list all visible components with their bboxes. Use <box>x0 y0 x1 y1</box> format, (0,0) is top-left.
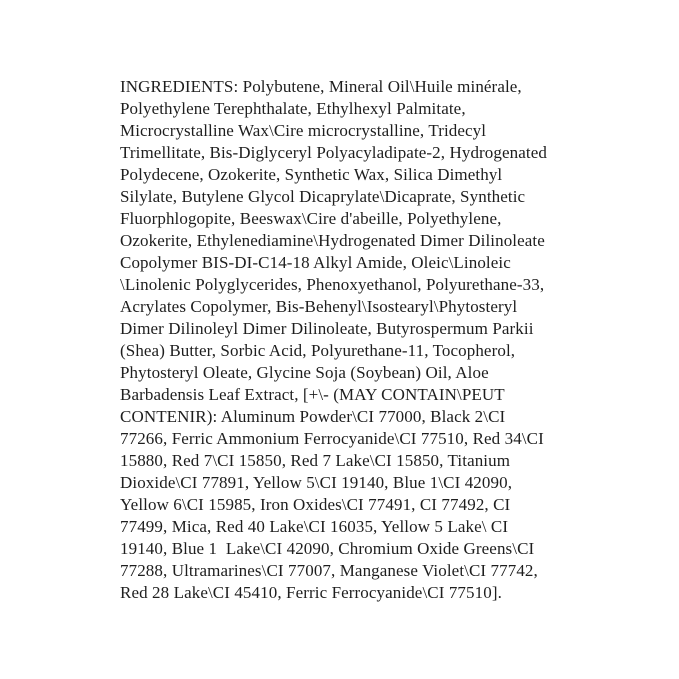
ingredients-line: Phytosteryl Oleate, Glycine Soja (Soybean) Oil, Aloe <box>120 363 489 382</box>
ingredients-line: Trimellitate, Bis-Diglyceryl Polyacyladipate-2, Hydrogenated <box>120 143 547 162</box>
ingredients-line: Fluorphlogopite, Beeswax\Cire d'abeille, Polyethylene, <box>120 209 502 228</box>
ingredients-line: Copolymer BIS-DI-C14-18 Alkyl Amide, Oleic\Linoleic <box>120 253 511 272</box>
ingredients-line: Microcrystalline Wax\Cire microcrystalline, Tridecyl <box>120 121 487 140</box>
ingredients-line: Dimer Dilinoleyl Dimer Dilinoleate, Butyrospermum Parkii <box>120 319 534 338</box>
ingredients-line: Polyethylene Terephthalate, Ethylhexyl Palmitate, <box>120 99 466 118</box>
ingredients-line: Ozokerite, Ethylenediamine\Hydrogenated Dimer Dilinoleate <box>120 231 545 250</box>
ingredients-line: \Linolenic Polyglycerides, Phenoxyethanol, Polyurethane-33, <box>120 275 545 294</box>
ingredients-line: Silylate, Butylene Glycol Dicaprylate\Dicaprate, Synthetic <box>120 187 526 206</box>
ingredients-line: 77266, Ferric Ammonium Ferrocyanide\CI 77510, Red 34\CI <box>120 429 544 448</box>
ingredients-line: Dioxide\CI 77891, Yellow 5\CI 19140, Blue 1\CI 42090, <box>120 473 513 492</box>
ingredients-line: 15880, Red 7\CI 15850, Red 7 Lake\CI 15850, Titanium <box>120 451 511 470</box>
ingredients-line: Yellow 6\CI 15985, Iron Oxides\CI 77491, CI 77492, CI <box>120 495 511 514</box>
ingredients-line: Polydecene, Ozokerite, Synthetic Wax, Silica Dimethyl <box>120 165 503 184</box>
ingredients-text <box>120 76 600 604</box>
ingredients-line: (Shea) Butter, Sorbic Acid, Polyurethane-11, Tocopherol, <box>120 341 516 360</box>
ingredients-line: INGREDIENTS: Polybutene, Mineral Oil\Huile minérale, <box>120 77 522 96</box>
ingredients-line: 19140, Blue 1 Lake\CI 42090, Chromium Oxide Greens\CI <box>120 539 535 558</box>
ingredients-line: Barbadensis Leaf Extract, [+\- (MAY CONTAIN\PEUT <box>120 385 505 404</box>
ingredients-line: Red 28 Lake\CI 45410, Ferric Ferrocyanide\CI 77510]. <box>120 583 502 602</box>
ingredients-line: CONTENIR): Aluminum Powder\CI 77000, Black 2\CI <box>120 407 506 426</box>
ingredients-line: 77499, Mica, Red 40 Lake\CI 16035, Yellow 5 Lake\ CI <box>120 517 509 536</box>
ingredients-line: Acrylates Copolymer, Bis-Behenyl\Isostearyl\Phytosteryl <box>120 297 518 316</box>
ingredients-line: 77288, Ultramarines\CI 77007, Manganese Violet\CI 77742, <box>120 561 538 580</box>
